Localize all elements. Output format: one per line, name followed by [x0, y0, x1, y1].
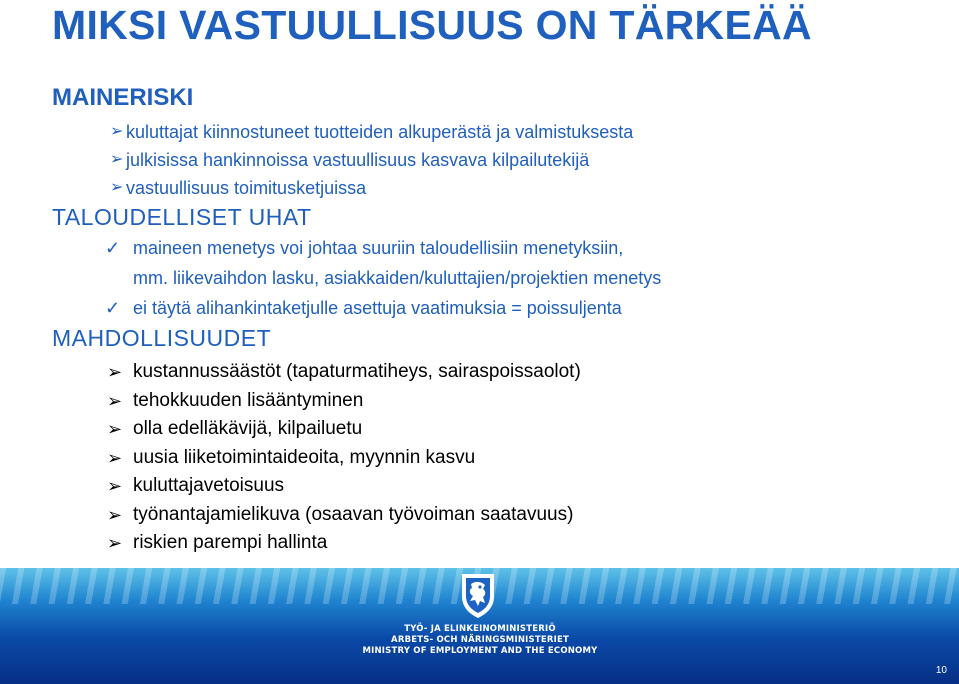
arrow-bullet-icon: ➢	[107, 476, 123, 496]
finnish-lion-crest-icon	[456, 570, 500, 620]
ministry-name: TYÖ- JA ELINKEINOMINISTERIÖ ARBETS- OCH NÄRINGSMINISTERIET MINISTRY OF EMPLOYMENT AND THE ECONOMY	[362, 624, 598, 656]
section-heading-opportunities: MAHDOLLISUUDET	[52, 325, 272, 351]
arrow-bullet-icon: ➢	[107, 362, 123, 382]
arrow-bullet-icon: ➢	[110, 179, 124, 196]
list-item: ➢ kuluttajavetoisuus	[52, 472, 942, 501]
footer-band	[0, 568, 959, 684]
list-item: ➢ uusia liiketoimintaideoita, myynnin kasvu	[52, 444, 942, 473]
list-item: ➢ julkisissa hankinnoissa vastuullisuus kasvava kilpailutekijä	[52, 146, 942, 174]
slide-title: MIKSI VASTUULLISUUS ON TÄRKEÄÄ	[52, 2, 812, 48]
list-item: ➢ olla edelläkävijä, kilpailuetu	[52, 415, 942, 444]
list-item: ➢ työnantajamielikuva (osaavan työvoiman saatavuus)	[52, 501, 942, 530]
threats-list	[52, 233, 942, 323]
arrow-bullet-icon: ➢	[107, 504, 123, 525]
slide-content	[52, 84, 942, 558]
list-item: ➢ tehokkuuden lisääntyminen	[52, 387, 942, 416]
arrow-bullet-icon: ➢	[107, 419, 123, 439]
list-item: ✓ maineen menetys voi johtaa suuriin taloudellisiin menetyksiin, mm. liikevaihdon lasku, asiakkaiden/kuluttajien/projektien menetys	[52, 233, 942, 293]
opportunities-list	[52, 358, 942, 558]
arrow-bullet-icon: ➢	[110, 123, 124, 140]
arrow-bullet-icon: ➢	[107, 447, 123, 468]
checkmark-icon: ✓	[105, 298, 121, 318]
list-item: ➢ kustannussäästöt (tapaturmatiheys, sairaspoissaolot)	[52, 358, 942, 387]
list-item: ➢ riskien parempi hallinta	[52, 529, 942, 558]
arrow-bullet-icon: ➢	[107, 390, 123, 411]
section-heading-risk: MAINERISKI	[52, 84, 194, 111]
list-item: ➢ vastuullisuus toimitusketjuissa	[52, 174, 942, 202]
list-item: ✓ ei täytä alihankintaketjulle asettuja vaatimuksia = poissuljenta	[52, 293, 942, 323]
page-number: 10	[935, 665, 947, 676]
arrow-bullet-icon: ➢	[110, 151, 124, 168]
checkmark-icon: ✓	[105, 238, 121, 258]
list-item: ➢ kuluttajat kiinnostuneet tuotteiden alkuperästä ja valmistuksesta	[52, 118, 942, 146]
section-heading-threats: TALOUDELLISET UHAT	[52, 204, 312, 230]
risk-list	[52, 118, 942, 202]
arrow-bullet-icon: ➢	[107, 533, 123, 553]
